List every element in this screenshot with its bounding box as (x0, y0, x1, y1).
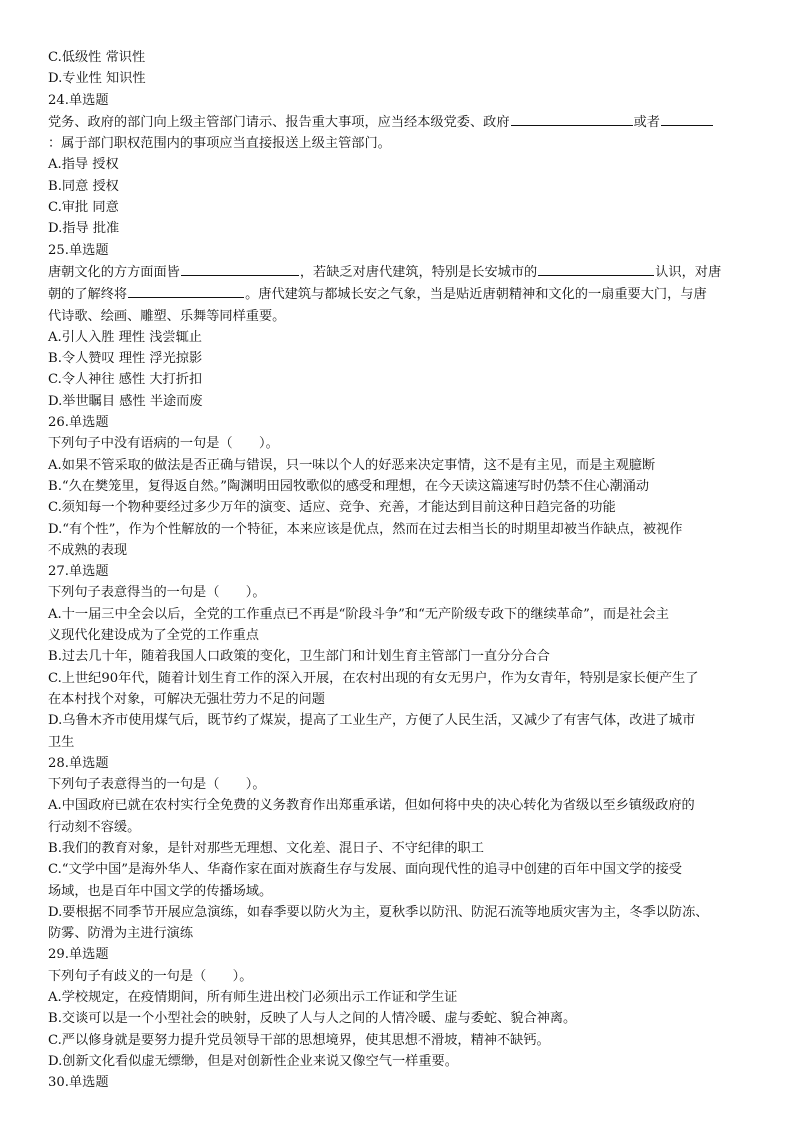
option-a-continued: 行动刻不容缓。 (48, 819, 141, 835)
option-d: D.指导 批准 (48, 221, 120, 237)
question-stem: 代诗歌、绘画、雕塑、乐舞等同样重要。 (48, 308, 286, 324)
option-d-continued: 防雾、防滑为主进行演练 (48, 926, 194, 942)
fill-blank (128, 283, 244, 298)
question-stem: 朝的了解终将 。唐代建筑与都城长安之气象，当是贴近唐朝精神和文化的一扇重要大门，与唐 (48, 283, 760, 305)
option-b: B.令人赞叹 理性 浮光掠影 (48, 351, 203, 367)
option-b: B.“久在樊笼里，复得返自然。”陶渊明田园牧歌似的感受和理想，在今天读这篇速写时仍禁不住心潮涌动 (48, 478, 650, 494)
document-page (48, 47, 760, 1094)
option-c: C.低级性 常识性 (48, 50, 146, 65)
option-d: D.专业性 知识性 (48, 71, 146, 87)
option-c-continued: 在本村找个对象，可解决无强壮劳力不足的问题 (48, 691, 325, 707)
option-d: D.要根据不同季节开展应急演练，如春季要以防火为主，夏秋季以防汛、防泥石流等地质灾害为主，冬季以防冻、 (48, 904, 709, 920)
question-number: 26.单选题 (48, 415, 109, 431)
option-b: B.同意 授权 (48, 178, 119, 194)
question-number: 28.单选题 (48, 755, 109, 771)
option-d: D.创新文化看似虚无缥缈，但是对创新性企业来说又像空气一样重要。 (48, 1053, 458, 1069)
fill-blank (661, 111, 713, 126)
question-stem: 党务、政府的部门向上级主管部门请示、报告重大事项，应当经本级党委、政府 或者 (48, 111, 760, 133)
question-number: 30.单选题 (48, 1075, 109, 1091)
option-d-continued: 不成熟的表现 (48, 542, 128, 558)
option-c: C.严以修身就是要努力提升党员领导干部的思想境界，使其思想不滑坡，精神不缺钙。 (48, 1032, 550, 1048)
option-a: A.学校规定，在疫情期间，所有师生进出校门必须出示工作证和学生证 (48, 990, 458, 1006)
question-number: 24.单选题 (48, 92, 109, 108)
option-c: C.须知每一个物种要经过多少万年的演变、适应、竞争、充善，才能达到目前这种日趋完备的功能 (48, 500, 616, 516)
option-d: D.乌鲁木齐市使用煤气后，既节约了煤炭，提高了工业生产，方便了人民生活，又减少了有害气体，改进了城市 (48, 713, 696, 729)
option-a: A.引人入胜 理性 浅尝辄止 (48, 329, 202, 345)
fill-blank (511, 111, 633, 126)
option-d: D.举世瞩目 感性 半途而废 (48, 393, 203, 409)
question-stem: 唐朝文化的方方面面皆 ，若缺乏对唐代建筑，特别是长安城市的 认识，对唐 (48, 261, 760, 283)
option-a: A.中国政府已就在农村实行全免费的义务教育作出郑重承诺，但如何将中央的决心转化为省级以至乡镇级政府的 (48, 798, 695, 814)
option-c: C.审批 同意 (48, 200, 119, 216)
question-stem: 下列句子有歧义的一句是（ ）。 (48, 968, 253, 984)
option-a: A.十一届三中全会以后，全党的工作重点已不再是“阶段斗争”和“无产阶级专政下的继续革命”，而是社会主 (48, 606, 669, 622)
option-b: B.我们的教育对象，是针对那些无理想、文化差、混日子、不守纪律的职工 (48, 840, 484, 856)
question-stem: 下列句子表意得当的一句是（ ）。 (48, 777, 266, 793)
option-c: C.上世纪90年代，随着计划生育工作的深入开展，在农村出现的有女无男户，作为女青年，特别是家长便产生了 (48, 670, 699, 686)
question-number: 29.单选题 (48, 947, 109, 963)
option-b: B.过去几十年，随着我国人口政策的变化，卫生部门和计划生育主管部门一直分分合合 (48, 649, 550, 665)
question-number: 25.单选题 (48, 242, 109, 258)
option-b: B.交谈可以是一个小型社会的映射，反映了人与人之间的人情冷暖、虚与委蛇、貌合神离。 (48, 1011, 577, 1027)
option-a: A.指导 授权 (48, 157, 119, 173)
question-stem: 下列句子中没有语病的一句是（ ）。 (48, 436, 279, 452)
question-stem: ：属于部门职权范围内的事项应当直接报送上级主管部门。 (48, 136, 391, 152)
option-a-continued: 义现代化建设成为了全党的工作重点 (48, 628, 259, 644)
option-c: C.“文学中国”是海外华人、华裔作家在面对族裔生存与发展、面向现代性的追寻中创建的百年中国文学的接受 (48, 862, 682, 878)
option-a: A.如果不管采取的做法是否正确与错误，只一味以个人的好恶来决定事情，这不是有主见，而是主观臆断 (48, 457, 656, 473)
question-number: 27.单选题 (48, 564, 109, 580)
option-d: D.“有个性”，作为个性解放的一个特征，本来应该是优点，然而在过去相当长的时期里却被当作缺点，被视作 (48, 521, 683, 537)
fill-blank (181, 261, 299, 276)
option-c: C.令人神往 感性 大打折扣 (48, 372, 203, 388)
option-d-continued: 卫生 (48, 734, 75, 750)
question-stem: 下列句子表意得当的一句是（ ）。 (48, 585, 266, 601)
fill-blank (538, 261, 654, 276)
option-c-continued: 场域，也是百年中国文学的传播场域。 (48, 883, 273, 899)
